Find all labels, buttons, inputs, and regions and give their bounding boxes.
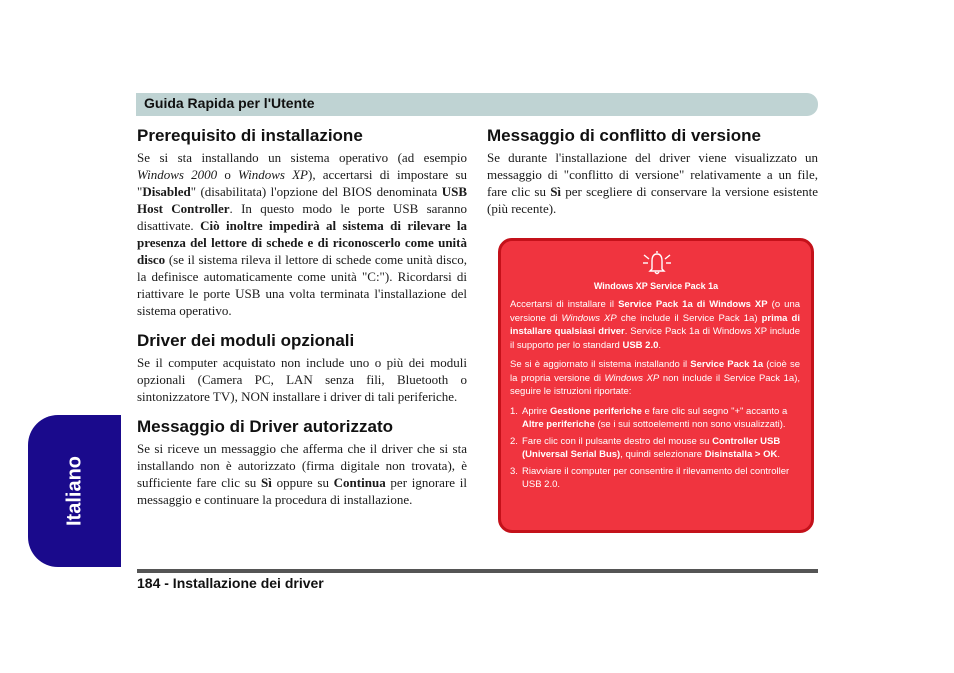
section-heading-version-conflict: Messaggio di conflitto di versione (487, 126, 761, 145)
section-heading-authorized-driver: Messaggio di Driver autorizzato (137, 417, 393, 436)
right-column (487, 126, 818, 223)
language-tab-label: Italiano (63, 455, 85, 527)
language-tab (28, 415, 121, 567)
warning-title: Windows XP Service Pack 1a (593, 281, 719, 291)
authorized-driver-paragraph: Se si riceve un messaggio che afferma che il driver che si sta installando non è autorizzato (firma digitale non trovata), è sufficiente fare clic su Sì oppure su Continua per ignorare il messaggio e continuare la procedura di installazione. (137, 441, 467, 507)
alarm-bell-icon (641, 249, 673, 277)
header-bar (136, 93, 818, 116)
warning-paragraph-2: Se si è aggiornato il sistema installando il Service Pack 1a (cioè se la propria versione di Windows XP non include il Service Pack 1a), seguire le istruzioni riportate: (510, 359, 801, 397)
optional-modules-paragraph: Se il computer acquistato non include uno o più dei moduli opzionali (Camera PC, LAN senza fili, Bluetooth o sintonizzatore TV), NON installare i driver di tali periferiche. (137, 355, 467, 404)
warning-box (498, 238, 814, 533)
list-item: 3. Riavviare il computer per consentire il rilevamento del controller USB 2.0. (510, 465, 790, 490)
left-column (137, 126, 467, 514)
warning-body (510, 298, 800, 495)
version-conflict-paragraph: Se durante l'installazione del driver viene visualizzato un messaggio di "conflitto di versione" relativamente a un file, fare clic su Sì per scegliere di conservare la versione esistente (più recente). (487, 150, 818, 216)
footer-divider (137, 569, 818, 573)
prerequisites-paragraph: Se si sta installando un sistema operativo (ad esempio Windows 2000 o Windows XP), accertarsi di impostare su "Disabled" (disabilitata) l'opzione del BIOS denominata USB Host Controller. In questo modo le porte USB saranno disattivate. Ciò inoltre impedirà al sistema di rilevare la presenza del lettore di schede e di riconoscerlo come unità disco (se il sistema rileva il lettore di schede come unità disco, la definisce automaticamente come unità "C:"). Ricordarsi di riattivare le porte USB una volta terminata l'installazione del sistema operativo. (137, 150, 467, 318)
warning-paragraph-1: Accertarsi di installare il Service Pack 1a di Windows XP (o una versione di Windows XP che include il Service Pack 1a) prima di installare qualsiasi driver. Service Pack 1a di Windows XP include il supporto per lo standard USB 2.0. (510, 299, 801, 351)
section-heading-prerequisites: Prerequisito di installazione (137, 126, 363, 145)
list-item: 1. Aprire Gestione periferiche e fare clic sul segno "+" accanto a Altre periferiche (se i sui sottoelementi non sono visualizzati). (510, 405, 788, 430)
page-header-title: Guida Rapida per l'Utente (144, 95, 315, 111)
warning-steps-list (510, 405, 800, 492)
section-heading-optional-modules: Driver dei moduli opzionali (137, 331, 355, 350)
list-item: 2. Fare clic con il pulsante destro del mouse su Controller USB (Universal Serial Bus), quindi selezionare Disinstalla > OK. (510, 435, 781, 460)
footer-page-label: 184 - Installazione dei driver (137, 575, 324, 591)
